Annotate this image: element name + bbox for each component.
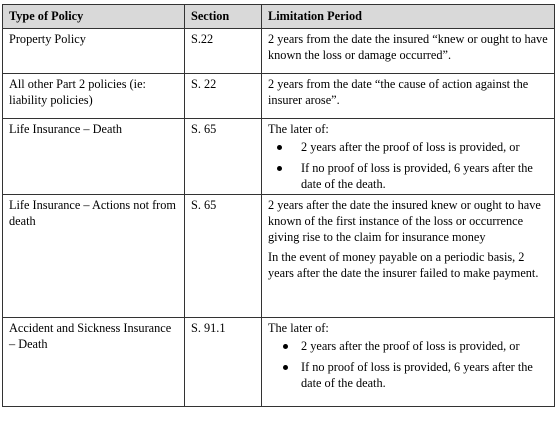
limitation-period-cell: [262, 318, 555, 407]
bullet-text: If no proof of loss is provided, 6 years after the date of the death.: [301, 161, 533, 191]
limitation-period-cell: [262, 119, 555, 195]
list-item: [268, 359, 548, 391]
bullet-icon: [277, 166, 282, 171]
bullet-icon: [277, 145, 282, 150]
bullet-text: If no proof of loss is provided, 6 years after the date of the death.: [301, 360, 533, 390]
limitation-period-table: [2, 4, 555, 407]
intro-text: The later of:: [268, 321, 329, 335]
bullet-list: [268, 139, 548, 192]
limitation-period-cell: 2 years from the date the insured “knew or ought to have known the loss or damage occurred”.: [262, 29, 555, 74]
section-cell: S. 22: [185, 74, 262, 119]
policy-type-cell: Property Policy: [3, 29, 185, 74]
list-item: [268, 160, 548, 192]
policy-type-cell: Life Insurance – Death: [3, 119, 185, 195]
header-section: Section: [185, 5, 262, 29]
period-paragraph: 2 years after the date the insured knew or ought to have known of the first instance of the loss or occurrence giving rise to the claim for insurance money: [268, 198, 541, 244]
bullet-icon: [283, 344, 288, 349]
header-limitation-period: Limitation Period: [262, 5, 555, 29]
table-header-row: [3, 5, 555, 29]
period-paragraph: In the event of money payable on a periodic basis, 2 years after the date the insurer failed to make payment.: [268, 250, 539, 280]
section-cell: S. 65: [185, 119, 262, 195]
limitation-period-cell: [262, 195, 555, 318]
section-cell: S.22: [185, 29, 262, 74]
table-row: [3, 29, 555, 74]
section-cell: S. 65: [185, 195, 262, 318]
policy-type-cell: Accident and Sickness Insurance – Death: [3, 318, 185, 407]
bullet-list: [268, 338, 548, 391]
limitation-period-cell: 2 years from the date “the cause of action against the insurer arose”.: [262, 74, 555, 119]
table-row: [3, 195, 555, 318]
bullet-text: 2 years after the proof of loss is provided, or: [301, 140, 520, 154]
list-item: [268, 338, 548, 354]
table-row: [3, 119, 555, 195]
header-type-of-policy: Type of Policy: [3, 5, 185, 29]
table-row: [3, 318, 555, 407]
list-item: [268, 139, 548, 155]
bullet-text: 2 years after the proof of loss is provided, or: [301, 339, 520, 353]
bullet-icon: [283, 365, 288, 370]
policy-type-cell: All other Part 2 policies (ie: liability policies): [3, 74, 185, 119]
intro-text: The later of:: [268, 122, 329, 136]
table-row: [3, 74, 555, 119]
policy-type-cell: Life Insurance – Actions not from death: [3, 195, 185, 318]
section-cell: S. 91.1: [185, 318, 262, 407]
